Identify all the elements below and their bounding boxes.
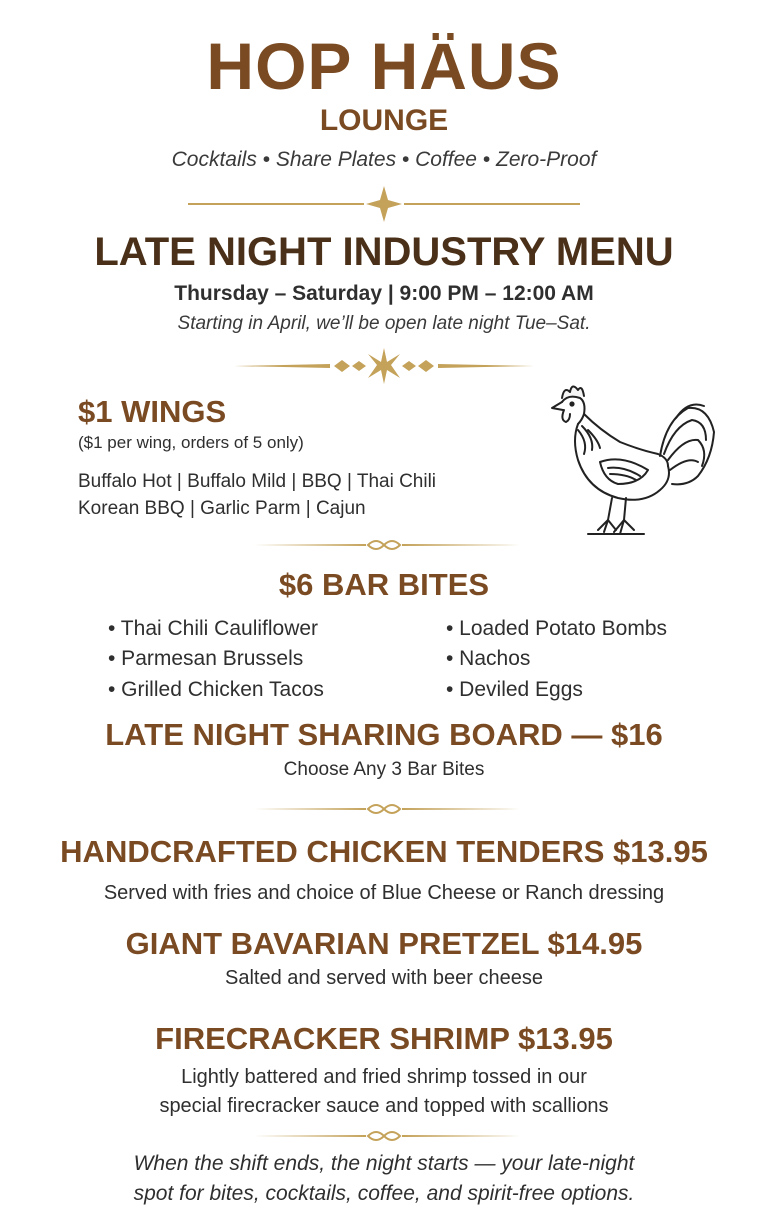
flourish-divider-icon — [0, 1125, 768, 1147]
restaurant-name: HOP HÄUS — [206, 29, 562, 103]
bar-bite-item: • Nachos — [446, 647, 531, 670]
pretzel-desc: Salted and served with beer cheese — [225, 967, 543, 989]
shrimp-title: FIRECRACKER SHRIMP $13.95 — [155, 1021, 613, 1056]
pretzel-title: GIANT BAVARIAN PRETZEL $14.95 — [125, 926, 643, 961]
wings-note: ($1 per wing, orders of 5 only) — [78, 433, 304, 452]
bar-bite-item: • Loaded Potato Bombs — [446, 617, 668, 640]
bar-bite-item: • Parmesan Brussels — [108, 647, 304, 670]
restaurant-subtitle: LOUNGE — [319, 104, 449, 137]
sharing-board-title: LATE NIGHT SHARING BOARD — $16 — [105, 717, 663, 752]
bar-bite-item: • Thai Chili Cauliflower — [108, 617, 319, 640]
rooster-icon — [548, 380, 718, 540]
wings-flavors: Korean BBQ | Garlic Parm | Cajun — [78, 498, 366, 519]
flourish-divider-icon — [0, 534, 768, 556]
sharing-board-desc: Choose Any 3 Bar Bites — [283, 759, 485, 780]
footer-text: spot for bites, cocktails, coffee, and spirit-free options. — [133, 1182, 635, 1205]
shrimp-desc: special firecracker sauce and topped with scallions — [159, 1095, 609, 1117]
menu-hours: Thursday – Saturday | 9:00 PM – 12:00 AM — [174, 282, 594, 305]
wings-title: $1 WINGS — [78, 394, 227, 429]
flourish-divider-icon — [0, 798, 768, 820]
menu-title: LATE NIGHT INDUSTRY MENU — [94, 230, 674, 274]
wings-flavors: Buffalo Hot | Buffalo Mild | BBQ | Thai Chili — [78, 471, 437, 492]
shrimp-desc: Lightly battered and fried shrimp tossed in our — [181, 1066, 587, 1088]
menu-note: Starting in April, we’ll be open late night Tue–Sat. — [177, 313, 591, 334]
tenders-desc: Served with fries and choice of Blue Cheese or Ranch dressing — [103, 882, 665, 904]
sparkle-divider-icon — [0, 184, 768, 224]
bar-bites-title: $6 BAR BITES — [278, 567, 490, 602]
tagline: Cocktails • Share Plates • Coffee • Zero-Proof — [171, 148, 597, 171]
tenders-title: HANDCRAFTED CHICKEN TENDERS $13.95 — [60, 834, 708, 869]
footer-text: When the shift ends, the night starts — your late-night — [133, 1152, 635, 1175]
bar-bite-item: • Grilled Chicken Tacos — [108, 678, 324, 701]
bar-bite-item: • Deviled Eggs — [446, 678, 583, 701]
